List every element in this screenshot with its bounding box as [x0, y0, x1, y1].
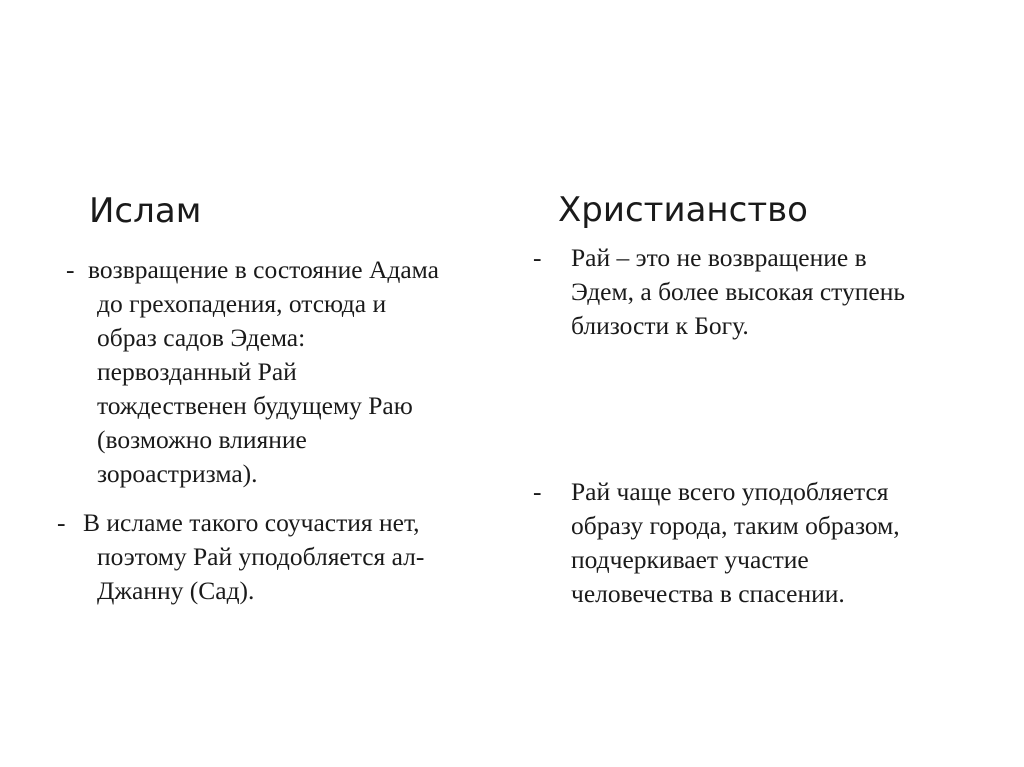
point-line: поэтому Рай уподобляется ал- — [97, 542, 425, 571]
point-line: тождественен будущему Раю — [97, 391, 413, 420]
point-line: В исламе такого соучастия нет, — [83, 508, 420, 537]
christianity-point-1 — [533, 241, 905, 343]
islam-point-2 — [57, 506, 424, 608]
point-line: близости к Богу. — [571, 311, 749, 340]
bullet-dash: - — [533, 477, 542, 506]
point-line: до грехопадения, отсюда и — [97, 289, 387, 318]
point-line: Эдем, а более высокая ступень — [571, 277, 905, 306]
point-line: Джанну (Сад). — [97, 576, 255, 605]
point-line: человечества в спасении. — [571, 579, 845, 608]
point-line: подчеркивает участие — [571, 545, 809, 574]
christianity-heading: Христианство — [558, 190, 808, 230]
point-line: первозданный Рай — [97, 357, 297, 386]
bullet-dash: - — [533, 243, 542, 272]
point-line: образу города, таким образом, — [571, 511, 900, 540]
bullet-dash: - — [57, 508, 66, 537]
point-line: Рай – это не возвращение в — [571, 243, 867, 272]
point-line: образ садов Эдема: — [97, 323, 306, 352]
bullet-dash: - — [66, 255, 75, 284]
christianity-point-2 — [533, 475, 900, 611]
point-line: (возможно влияние — [97, 425, 307, 454]
point-line: Рай чаще всего уподобляется — [571, 477, 889, 506]
islam-point-1 — [66, 253, 439, 491]
islam-heading: Ислам — [89, 191, 202, 231]
point-line: зороастризма). — [97, 459, 258, 488]
point-line: возвращение в состояние Адама — [88, 255, 439, 284]
